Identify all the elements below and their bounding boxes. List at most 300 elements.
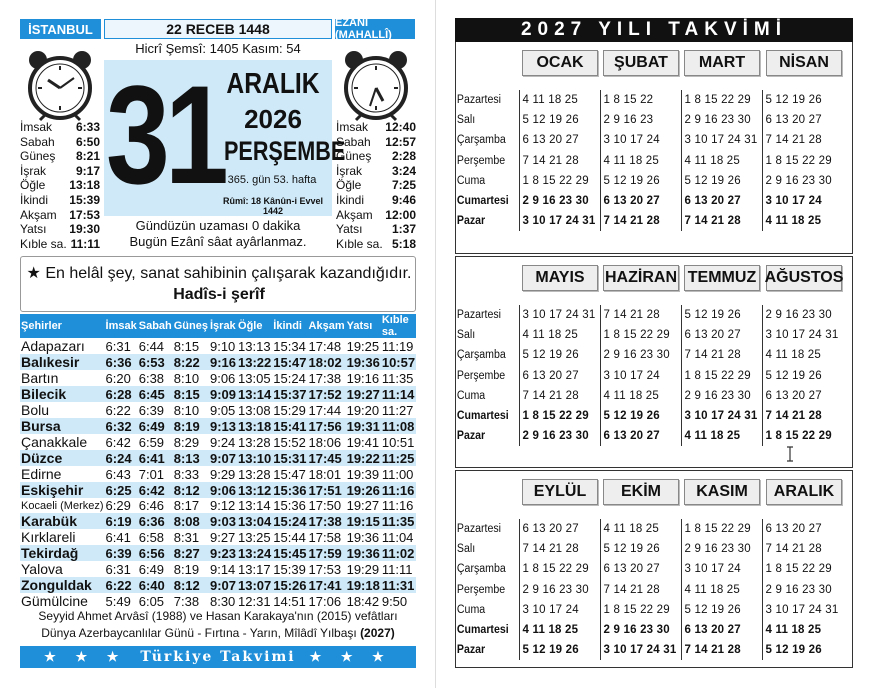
hijri-semsi-label: Hicrî Şemsî: (135, 41, 207, 56)
day-numbers-cell: 5 12 19 26 (519, 110, 600, 130)
day-numbers-cell: 5 12 19 26 (762, 640, 843, 660)
day-numbers-cell: 4 11 18 25 (600, 519, 681, 539)
prayer-time: 5:18 (391, 236, 416, 251)
weekday-label: Salı (456, 543, 476, 556)
prayer-name: İmsak (336, 120, 369, 134)
city-name: Eskişehir (20, 482, 105, 498)
weekday-label: Cuma (456, 174, 486, 187)
table-cell: 8:15 (173, 386, 209, 402)
table-row (20, 593, 416, 609)
month-day-grid (456, 305, 843, 446)
table-cell: 15:26 (273, 577, 307, 593)
weekday-row (456, 386, 843, 406)
table-cell: 9:27 (209, 529, 236, 545)
prayer-time-row (20, 222, 100, 237)
day-numbers-cell: 2 9 16 23 30 (519, 426, 600, 446)
month-header: MART (684, 50, 760, 76)
table-cell: 15:52 (273, 434, 306, 450)
day-numbers-cell: 6 13 20 27 (519, 130, 600, 150)
table-cell: 9:29 (209, 466, 236, 482)
weekday-label: Perşembe (456, 154, 506, 167)
footer-note-2-year: (2027) (360, 626, 395, 640)
table-cell: 13:24 (238, 545, 272, 561)
table-cell: 8:10 (173, 402, 200, 418)
prayer-time-row (20, 135, 100, 150)
weekday-row (456, 151, 843, 171)
city-name: Balıkesir (20, 354, 105, 370)
table-cell: 19:26 (346, 482, 380, 498)
day-numbers-cell: 7 14 21 28 (762, 539, 843, 559)
month-header: EKİM (603, 479, 679, 505)
year-title: 2027 YILI TAKVİMİ (455, 18, 853, 42)
table-row (20, 529, 416, 545)
quarter-block (455, 256, 853, 468)
day-numbers-cell: 3 10 17 24 31 (519, 211, 600, 231)
prayer-time-row (336, 208, 416, 223)
prayer-time-row (336, 178, 416, 193)
table-cell: 6:46 (138, 498, 165, 514)
day-numbers-cell: 1 8 15 22 29 (681, 519, 762, 539)
table-cell: 9:05 (209, 402, 236, 418)
prayer-time-row (20, 120, 100, 135)
month-header-row (456, 42, 854, 84)
table-cell: 6:36 (105, 354, 138, 370)
city-name: Bolu (21, 402, 50, 418)
prayer-time-row (20, 237, 100, 252)
weekday-label: Cuma (456, 603, 486, 616)
table-cell: 19:39 (346, 466, 380, 482)
footer-note-2-text: Dünya Azerbaycanlılar Günü - Fırtına - Yarın, Mîlâdî Yılbaşı (41, 626, 357, 640)
month-header: NİSAN (766, 50, 842, 76)
city-name: Bilecik (20, 386, 105, 402)
table-cell: 19:27 (346, 386, 380, 402)
table-cell: 17:06 (308, 593, 342, 609)
prayer-time-row (20, 149, 100, 164)
day-numbers-cell: 5 12 19 26 (519, 640, 600, 660)
day-numbers-cell: 3 10 17 24 31 (519, 305, 600, 325)
day-numbers-cell: 6 13 20 27 (681, 620, 762, 640)
day-numbers-cell: 1 8 15 22 29 (519, 171, 600, 191)
table-cell: 11:16 (381, 498, 414, 514)
weekday-row (456, 559, 843, 579)
day-numbers-cell: 5 12 19 26 (519, 345, 600, 365)
weekday-label: Cumartesi (456, 624, 509, 637)
ezani-note: Bugün Ezânî sâat ayârlanmaz. (129, 234, 307, 249)
footer-note-1: Seyyid Ahmet Arvâsî (1988) ve Hasan Karakaya'nın (2015) vefâtları (38, 609, 398, 623)
day-numbers-cell: 7 14 21 28 (600, 211, 681, 231)
table-cell: 19:20 (346, 402, 380, 418)
table-cell: 17:50 (308, 498, 342, 514)
weekday-row (456, 366, 843, 386)
prayer-name: İkindi (336, 192, 365, 207)
text-cursor-icon (785, 446, 795, 462)
hijri-date: 22 RECEB 1448 (104, 19, 332, 39)
table-cell: 6:49 (138, 418, 173, 434)
city-name: Kocaeli (Merkez) (21, 499, 104, 512)
table-cell: 17:41 (308, 577, 346, 593)
table-row (20, 498, 416, 513)
weekday-label: Pazar (456, 644, 486, 657)
table-cell: 8:12 (173, 482, 209, 498)
table-cell: 19:29 (346, 561, 380, 577)
day-numbers-cell: 6 13 20 27 (762, 386, 843, 406)
brand-name: Türkiye Takvimi (140, 649, 296, 665)
table-cell: 11:31 (381, 577, 415, 593)
table-cell: 8:33 (173, 466, 200, 482)
page-divider (435, 0, 436, 688)
prayer-name: Öğle (20, 178, 46, 193)
table-cell: 13:10 (238, 450, 272, 466)
table-cell: 17:44 (308, 402, 342, 418)
day-numbers-cell: 7 14 21 28 (681, 640, 762, 660)
weekday-label: Pazartesi (456, 309, 502, 322)
day-numbers-cell: 7 14 21 28 (762, 130, 843, 150)
prayer-time: 8:21 (75, 149, 100, 164)
table-cell: 9:14 (209, 561, 236, 577)
day-numbers-cell: 4 11 18 25 (762, 620, 843, 640)
footer-note-2 (20, 626, 416, 640)
month-header: TEMMUZ (684, 265, 760, 291)
hadis (21, 263, 417, 305)
table-cell: 6:38 (138, 370, 165, 386)
ezani-prayer-times (336, 120, 416, 251)
day-numbers-cell: 6 13 20 27 (762, 110, 843, 130)
prayer-name: Sabah (20, 134, 55, 149)
day-numbers-cell: 2 9 16 23 30 (762, 580, 843, 600)
table-cell: 8:12 (173, 577, 209, 593)
prayer-name: İşrak (20, 163, 47, 178)
table-row (20, 561, 416, 577)
table-cell: 6:28 (105, 386, 138, 402)
day-numbers-cell: 3 10 17 24 31 (681, 130, 762, 150)
day-numbers-cell: 5 12 19 26 (762, 90, 843, 110)
prayer-name: Güneş (20, 149, 56, 164)
day-numbers-cell: 2 9 16 23 30 (519, 191, 600, 211)
table-cell: 11:35 (381, 513, 415, 529)
weekday-label: Cumartesi (456, 410, 509, 423)
table-cell: 13:05 (238, 370, 271, 386)
day-numbers-cell: 4 11 18 25 (519, 90, 600, 110)
weekday-row (456, 211, 843, 231)
ezani-label: EZÂNÎ (MAHALLÎ) (335, 19, 415, 39)
day-numbers-cell: 7 14 21 28 (600, 305, 681, 325)
day-numbers-cell: 2 9 16 23 30 (600, 620, 681, 640)
weekday-row (456, 345, 843, 365)
day-numbers-cell: 7 14 21 28 (519, 151, 600, 171)
alarm-clock-icon (340, 48, 412, 122)
table-cell: 9:09 (209, 386, 237, 402)
prayer-name: İşrak (336, 163, 363, 178)
day-numbers-cell: 3 10 17 24 (600, 366, 681, 386)
day-numbers-cell: 2 9 16 23 30 (519, 580, 600, 600)
prayer-time-row (20, 164, 100, 179)
table-cell: 9:07 (209, 450, 237, 466)
prayer-time: 12:00 (385, 207, 416, 222)
day-numbers-cell: 5 12 19 26 (762, 366, 843, 386)
weekday-row (456, 325, 843, 345)
table-cell: 8:17 (173, 498, 200, 514)
table-cell: 6:44 (138, 338, 165, 354)
table-cell: 11:27 (381, 402, 414, 418)
table-cell: 15:31 (273, 450, 307, 466)
day-numbers-cell: 4 11 18 25 (600, 151, 681, 171)
day-numbers-cell: 4 11 18 25 (762, 345, 843, 365)
table-cell: 6:53 (138, 354, 173, 370)
table-cell: 15:41 (273, 418, 307, 434)
prayer-time: 15:39 (69, 192, 100, 207)
day-numbers-cell: 2 9 16 23 30 (681, 110, 762, 130)
table-cell: 10:57 (381, 354, 416, 370)
day-numbers-cell: 2 9 16 23 (600, 110, 681, 130)
day-numbers-cell: 1 8 15 22 29 (762, 559, 843, 579)
column-header: Yatsı (346, 314, 381, 338)
table-cell: 11:00 (381, 466, 414, 482)
day-numbers-cell: 6 13 20 27 (519, 366, 600, 386)
table-cell: 13:25 (238, 529, 271, 545)
table-cell: 6:59 (138, 434, 165, 450)
table-cell: 15:47 (273, 354, 307, 370)
day-numbers-cell: 6 13 20 27 (600, 191, 681, 211)
table-cell: 19:36 (346, 354, 380, 370)
day-numbers-cell: 6 13 20 27 (519, 519, 600, 539)
table-cell: 6:43 (105, 466, 131, 482)
table-cell: 6:45 (138, 386, 173, 402)
city-name: Bartın (21, 370, 59, 386)
table-cell: 11:19 (381, 338, 414, 354)
day-numbers-cell: 1 8 15 22 29 (600, 600, 681, 620)
table-cell: 18:06 (308, 434, 342, 450)
kasim-value: 54 (286, 41, 301, 56)
date-panel (104, 56, 346, 216)
day-numbers-cell: 1 8 15 22 (600, 90, 681, 110)
table-cell: 9:24 (209, 434, 236, 450)
table-cell: 19:41 (346, 434, 380, 450)
weekday-label: Pazartesi (456, 523, 502, 536)
table-cell: 10:51 (381, 434, 415, 450)
city-name: Karabük (20, 513, 105, 529)
table-cell: 6:49 (138, 561, 165, 577)
table-cell: 17:51 (308, 482, 346, 498)
prayer-time: 12:57 (385, 134, 416, 149)
day-numbers-cell: 7 14 21 28 (519, 386, 600, 406)
table-cell: 6:41 (105, 529, 131, 545)
table-cell: 13:22 (238, 354, 272, 370)
city-name: Düzce (20, 450, 105, 466)
prayer-time: 13:18 (69, 178, 100, 193)
day-numbers-cell: 1 8 15 22 29 (681, 366, 762, 386)
table-cell: 17:59 (308, 545, 346, 561)
table-cell: 9:12 (209, 498, 236, 514)
day-numbers-cell: 3 10 17 24 (600, 130, 681, 150)
table-cell: 9:06 (209, 482, 237, 498)
day-numbers-cell: 6 13 20 27 (681, 191, 762, 211)
table-cell: 6:42 (105, 434, 131, 450)
day-numbers-cell: 3 10 17 24 31 (681, 406, 762, 426)
table-cell: 6:24 (105, 450, 138, 466)
prayer-time: 11:11 (70, 236, 100, 251)
table-cell: 19:31 (346, 418, 380, 434)
weekday-row (456, 90, 843, 110)
weekday-row (456, 580, 843, 600)
table-cell: 7:01 (138, 466, 165, 482)
table-cell: 6:05 (138, 593, 165, 609)
prayer-name: Sabah (336, 134, 371, 149)
prayer-time-row (336, 149, 416, 164)
table-cell: 13:18 (238, 418, 272, 434)
table-cell: 9:16 (209, 354, 237, 370)
weekday-row (456, 406, 843, 426)
weekday-row (456, 171, 843, 191)
prayer-name: İkindi (20, 192, 49, 207)
table-cell: 15:36 (273, 482, 307, 498)
day-numbers-cell: 4 11 18 25 (600, 386, 681, 406)
weekday-label: Pazar (456, 215, 486, 228)
table-cell: 17:58 (308, 529, 342, 545)
month-header: EYLÜL (522, 479, 598, 505)
day-numbers-cell: 2 9 16 23 30 (681, 386, 762, 406)
table-row (20, 466, 416, 482)
hijri-semsi-value: 1405 (209, 41, 239, 56)
city-name: Kırklareli (21, 529, 76, 546)
table-cell: 19:16 (346, 370, 380, 386)
table-cell: 6:39 (105, 545, 138, 561)
column-header: Şehirler (20, 314, 105, 338)
day-numbers-cell: 5 12 19 26 (681, 171, 762, 191)
table-cell: 9:06 (209, 370, 236, 386)
table-row (20, 545, 416, 561)
table-cell: 13:04 (238, 513, 272, 529)
star-icons: ★ ★ ★ (309, 649, 392, 664)
city-name: Bursa (20, 418, 105, 434)
table-cell: 6:39 (138, 402, 165, 418)
day-numbers-cell: 5 12 19 26 (681, 305, 762, 325)
month-header: KASIM (684, 479, 760, 505)
table-cell: 17:52 (308, 386, 346, 402)
month-name: ARALIK (226, 68, 320, 100)
table-cell: 6:42 (138, 482, 173, 498)
table-cell: 13:17 (238, 561, 271, 577)
prayer-time: 1:37 (391, 222, 416, 237)
table-cell: 13:28 (238, 434, 271, 450)
table-cell: 13:28 (238, 466, 271, 482)
table-cell: 17:38 (308, 513, 346, 529)
table-cell: 13:14 (238, 386, 272, 402)
table-cell: 17:53 (308, 561, 342, 577)
prayer-name: Güneş (336, 149, 372, 164)
day-numbers-cell: 4 11 18 25 (519, 325, 600, 345)
month-header: AĞUSTOS (766, 265, 842, 291)
table-row (20, 513, 416, 529)
table-cell: 11:14 (381, 386, 415, 402)
table-cell: 15:44 (273, 529, 306, 545)
rumi-date: Rûmî: 18 Kânûn-i Evvel 1442 (222, 196, 324, 216)
prayer-time: 9:17 (75, 163, 100, 178)
day-numbers-cell: 7 14 21 28 (681, 345, 762, 365)
yearly-calendar-page (455, 18, 853, 668)
prayer-time: 7:25 (391, 178, 416, 193)
table-cell: 15:24 (273, 513, 307, 529)
day-numbers-cell: 1 8 15 22 29 (762, 426, 843, 446)
table-cell: 6:22 (105, 402, 131, 418)
prayer-name: Öğle (336, 178, 362, 193)
prayer-time: 19:30 (69, 222, 100, 237)
day-numbers-cell: 7 14 21 28 (762, 406, 843, 426)
prayer-time-row (336, 164, 416, 179)
table-cell: 8:30 (209, 593, 236, 609)
day-numbers-cell: 6 13 20 27 (600, 559, 681, 579)
month-day-grid (456, 519, 843, 660)
weekday-row (456, 640, 843, 660)
prayer-time-row (336, 222, 416, 237)
table-cell: 11:08 (381, 418, 415, 434)
table-cell: 6:25 (105, 482, 138, 498)
table-cell: 11:25 (381, 450, 415, 466)
table-cell: 15:45 (273, 545, 307, 561)
table-cell: 8:19 (173, 561, 200, 577)
day-numbers-cell: 4 11 18 25 (762, 211, 843, 231)
weekday: PERŞEMBE (224, 136, 346, 166)
prayer-name: Yatsı (336, 222, 363, 237)
table-cell: 19:36 (346, 545, 380, 561)
table-cell: 15:39 (273, 561, 306, 577)
hadis-text: ★ En helâl şey, sanat sahibinin çalışarak kazandığıdır. (26, 265, 412, 282)
table-cell: 6:32 (105, 418, 138, 434)
weekday-row (456, 130, 843, 150)
table-cell: 13:14 (238, 498, 271, 514)
table-cell: 19:15 (346, 513, 380, 529)
table-cell: 9:50 (381, 593, 408, 609)
prayer-time: 2:28 (391, 149, 416, 164)
weekday-row (456, 539, 843, 559)
prayer-time: 3:24 (391, 163, 416, 178)
city-name: Edirne (21, 466, 62, 482)
day-numbers-cell: 2 9 16 23 30 (762, 171, 843, 191)
city-name: Tekirdağ (20, 545, 105, 561)
table-cell: 6:29 (105, 498, 131, 514)
table-cell: 8:13 (173, 450, 209, 466)
month-day-grid (456, 90, 843, 231)
table-cell: 15:37 (273, 386, 307, 402)
day-numbers-cell: 5 12 19 26 (600, 406, 681, 426)
table-cell: 18:02 (308, 354, 346, 370)
day-numbers-cell: 6 13 20 27 (762, 519, 843, 539)
table-cell: 6:20 (105, 370, 131, 386)
table-cell: 13:13 (238, 338, 271, 354)
table-cell: 8:29 (173, 434, 200, 450)
day-numbers-cell: 4 11 18 25 (681, 426, 762, 446)
alarm-clock-icon (24, 48, 96, 122)
daylength-note: Gündüzün uzaması 0 dakika (135, 218, 301, 233)
day-numbers-cell: 3 10 17 24 (681, 559, 762, 579)
table-cell: 19:27 (346, 498, 380, 514)
quarter-block (455, 42, 853, 254)
column-header: Öğle (237, 314, 272, 338)
table-cell: 19:36 (346, 529, 380, 545)
day-numbers-cell: 6 13 20 27 (681, 325, 762, 345)
brand-bar (20, 646, 416, 668)
city-name: Çanakkale (21, 434, 88, 450)
table-cell: 9:23 (209, 545, 237, 561)
table-row (20, 370, 416, 386)
prayer-time: 17:53 (69, 207, 100, 222)
weekday-label: Çarşamba (456, 563, 506, 576)
day-numbers-cell: 1 8 15 22 29 (519, 406, 600, 426)
table-cell: 13:07 (238, 577, 272, 593)
day-numbers-cell: 5 12 19 26 (600, 539, 681, 559)
table-cell: 18:01 (308, 466, 342, 482)
table-cell: 17:48 (308, 338, 342, 354)
weekday-label: Çarşamba (456, 349, 506, 362)
